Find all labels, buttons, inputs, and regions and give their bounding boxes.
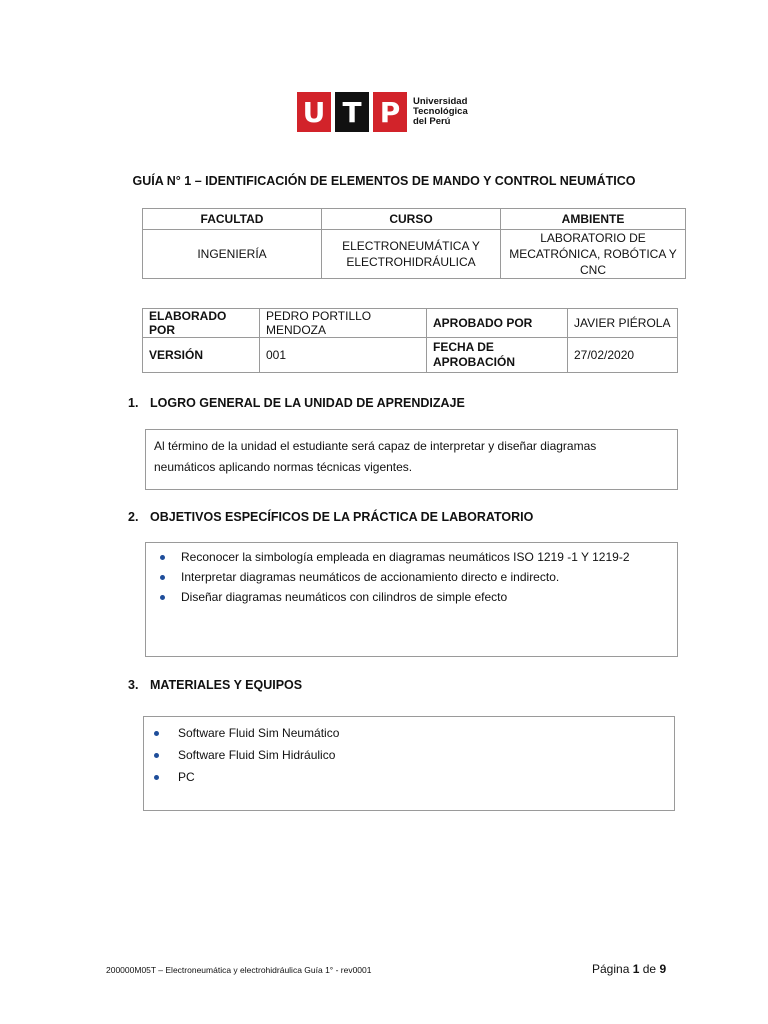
header-ambiente: AMBIENTE [501,209,686,230]
objectives-box [145,542,678,657]
approved-by-value: JAVIER PIÉROLA [568,309,678,338]
approval-date-value: 27/02/2020 [568,338,678,373]
bullet-icon [160,555,165,560]
bullet-icon [160,575,165,580]
faculty-value: INGENIERÍA [143,230,322,279]
materials-list [144,717,674,788]
header-curso: CURSO [322,209,501,230]
list-item: PC [144,766,674,788]
logo-letter-t: T [335,92,369,132]
course-value: ELECTRONEUMÁTICA Y ELECTROHIDRÁULICA [322,230,501,279]
bullet-icon [160,595,165,600]
section-2-heading: 2. OBJETIVOS ESPECÍFICOS DE LA PRÁCTICA DE LABORATORIO [128,510,534,524]
page-number: Página 1 de 9 [592,962,667,976]
header-facultad: FACULTAD [143,209,322,230]
section-1-heading: 1. LOGRO GENERAL DE LA UNIDAD DE APRENDIZAJE [128,396,465,410]
logo-letters [297,92,407,132]
logo-letter-u: U [297,92,331,132]
footer-document-code: 200000M05T – Electroneumática y electrohidráulica Guía 1° - rev0001 [106,965,372,975]
course-info-table [142,208,686,279]
objectives-list [146,543,677,607]
section-3-heading: 3. MATERIALES Y EQUIPOS [128,678,303,692]
approved-by-label: APROBADO POR [427,309,568,338]
list-item: Diseñar diagramas neumáticos con cilindros de simple efecto [146,587,677,607]
logo-letter-p: P [373,92,407,132]
prepared-by-value: PEDRO PORTILLO MENDOZA [260,309,427,338]
version-value: 001 [260,338,427,373]
list-item: Interpretar diagramas neumáticos de accionamiento directo e indirecto. [146,567,677,587]
learning-goal-box: Al término de la unidad el estudiante será capaz de interpretar y diseñar diagramas neumáticos aplicando normas técnicas vigentes. [145,429,678,490]
materials-box [143,716,675,811]
prepared-by-label: ELABORADO POR [143,309,260,338]
utp-logo [297,92,468,132]
bullet-icon [154,753,159,758]
bullet-icon [154,731,159,736]
document-title: GUÍA N° 1 – IDENTIFICACIÓN DE ELEMENTOS DE MANDO Y CONTROL NEUMÁTICO [132,174,636,188]
environment-value: LABORATORIO DE MECATRÓNICA, ROBÓTICA Y CNC [501,230,686,279]
document-meta-table [142,308,678,373]
version-label: VERSIÓN [143,338,260,373]
approval-date-label: FECHA DE APROBACIÓN [427,338,568,373]
list-item: Software Fluid Sim Hidráulico [144,744,674,766]
list-item: Reconocer la simbología empleada en diagramas neumáticos ISO 1219 -1 Y 1219-2 [146,547,677,567]
logo-wordmark: Universidad Tecnológica del Perú [413,96,468,127]
bullet-icon [154,775,159,780]
list-item: Software Fluid Sim Neumático [144,722,674,744]
